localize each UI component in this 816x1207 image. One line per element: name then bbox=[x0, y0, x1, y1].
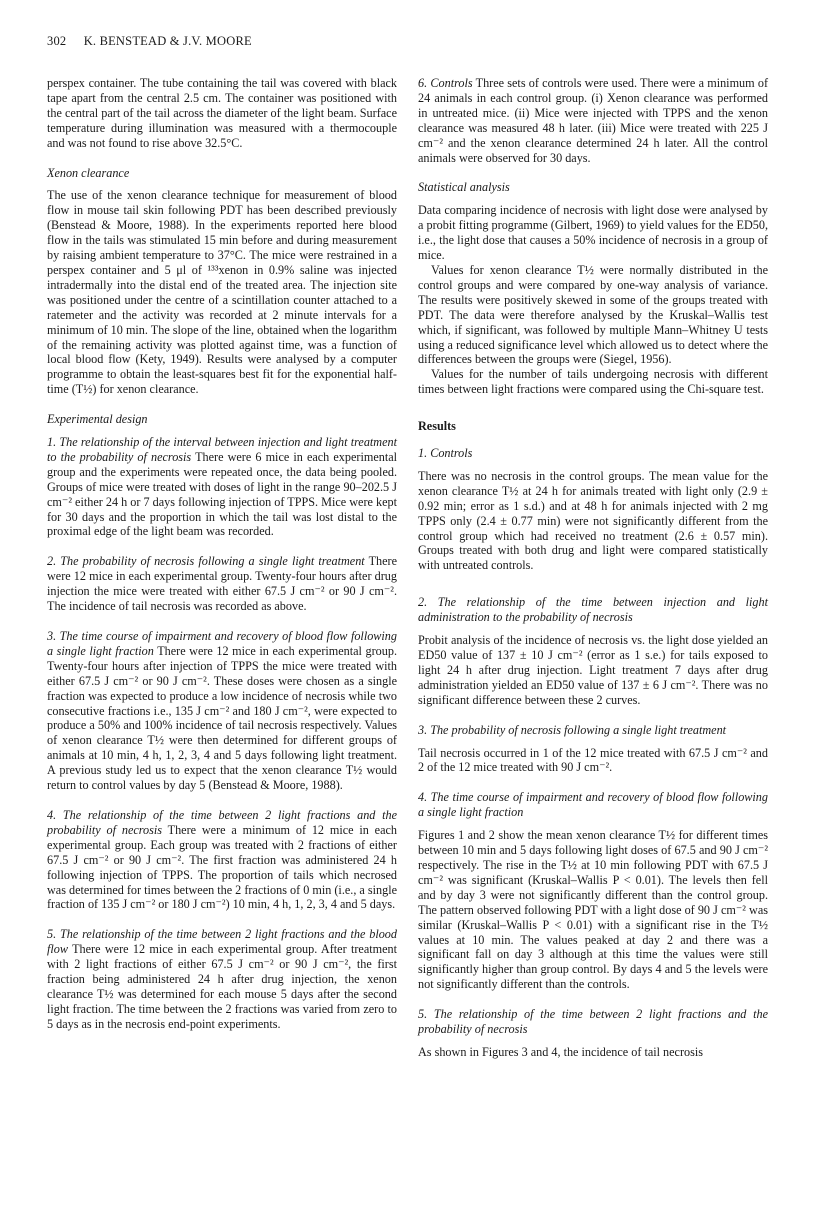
results-heading-4: 4. The time course of impairment and recovery of blood flow following a single light fraction bbox=[418, 790, 768, 820]
subsection-body: There were 12 mice in each experimental group. Twenty-four hours after drug injection the mice were treated with either 67.5 J cm⁻² or 90 J cm⁻². The incidence of tail necrosis was recorded as above. bbox=[47, 554, 398, 614]
paragraph: Figures 1 and 2 show the mean xenon clearance T½ for different times between 10 min and 5 days following light doses of 67.5 and 90 J cm⁻² respectively. The rise in the T½ at 10 min following PDT with 67.5 J cm⁻² was significant (Kruskal–Wallis P < 0.01). The levels then fell and by day 3 were not significantly different than the control group. The pattern observed following PDT with a light dose of 90 J cm⁻² was similar (Kruskal–Wallis P < 0.01) with a significant rise in the T½ values at 10 min. The values peaked at day 2 and there was a significant fall on day 3 although at this time the values were still significantly higher than group control. By days 4 and 5 the levels were not significantly different than the controls. bbox=[418, 828, 768, 992]
paragraph: Probit analysis of the incidence of necrosis vs. the light dose yielded an ED50 value of 137 ± 10 J cm⁻² (error as 1 s.e.) for tails exposed to light 24 h after drug injection. Light treatment 7 days after drug administration yielded an ED50 value of 137 ± 6 J cm⁻². There was no significant difference between these 2 curves. bbox=[418, 633, 768, 707]
results-heading-5: 5. The relationship of the time between 2 light fractions and the probability of necrosis bbox=[418, 1007, 768, 1037]
subsection-body: Three sets of controls were used. There were a minimum of 24 animals in each control group. (i) Xenon clearance was performed in untreated mice. (ii) Mice were injected with TPPS and the xenon clearance was measured 48 h later. (iii) Mice were treated with 225 J cm⁻² and the xenon clearance determined 24 h later. All the control animals were observed for 30 days. bbox=[418, 76, 769, 165]
paragraph: The use of the xenon clearance technique for measurement of blood flow in mouse tail skin following PDT has been described previously (Benstead & Moore, 1988). In the experiments reported here blood flow in the tails was stimulated 15 min before and during measurement by raising ambient temperature to 37°C. The mice were restrained in a perspex container and 5 μl of ¹³³xenon in 0.9% saline was injected intradermally into the distal end of the treated area. The injection site was positioned under the centre of a scintillation counter attached to a ratemeter and the activity was recorded at 2 minute intervals for a minimum of 10 min. The slope of the line, obtained when the logarithm of the remaining activity was plotted against time, was a function of local blood flow (Kety, 1949). Results were analysed by a computer programme to obtain the least-squares best fit for the exponential half-time (T½) for xenon clearance. bbox=[47, 188, 397, 397]
subsection-title: 3. The time course of impairment and recovery of blood flow following a single light fraction bbox=[47, 629, 397, 658]
paragraph: Values for xenon clearance T½ were normally distributed in the control groups and were compared by one-way analysis of variance. The results were positively skewed in some of the groups treated with PDT. The data were therefore analysed by the Kruskal–Wallis test which, if significant, was followed by multiple Mann–Whitney U tests using a reduced significance level which allowed us to detect where the differences between the groups were (Siegel, 1956). bbox=[418, 262, 768, 367]
subsection-3 bbox=[47, 629, 397, 793]
results-heading-2: 2. The relationship of the time between injection and light administration to the probability of necrosis bbox=[418, 595, 768, 625]
paragraph: There was no necrosis in the control groups. The mean value for the xenon clearance T½ at 24 h for animals treated with light only (2.9 ± 0.92 min; error as 1 s.d.) and at 48 h for animals injected with 2 mg TPPS only (2.4 ± 0.77 min) were not significantly different from the control group which had received no treatment (2.6 ± 0.57 min). Groups treated with both drug and light were compared statistically with untreated controls. bbox=[418, 468, 768, 573]
paragraph: Tail necrosis occurred in 1 of the 12 mice treated with 67.5 J cm⁻² and 2 of the 12 mice treated with 90 J cm⁻². bbox=[418, 745, 768, 775]
subsection-title: 5. The relationship of the time between 2 light fractions and the blood flow bbox=[47, 927, 397, 957]
subsection-4 bbox=[47, 808, 397, 912]
section-heading-results: Results bbox=[418, 419, 456, 434]
subsection-body: There were a minimum of 12 mice in each experimental group. Each group was treated with 2 fractions of either 67.5 J cm⁻² or 90 J cm⁻². The first fraction was administered 24 h following injection of TPPS. The proportion of tails which necrosed was determined for times between the 2 fractions of 0 min (i.e., a single fraction of 135 J cm⁻² or 180 J cm⁻²) 10 min, 4 h, 1, 2, 3, 4 and 5 days. bbox=[47, 822, 397, 912]
subsection-6 bbox=[418, 76, 768, 165]
subsection-1 bbox=[47, 435, 397, 539]
paragraph: As shown in Figures 3 and 4, the incidence of tail necrosis bbox=[418, 1044, 703, 1059]
paragraph: Data comparing incidence of necrosis with light dose were analysed by a probit fitting programme (Gilbert, 1969) to yield values for the ED50, i.e., the light dose that causes a 50% incidence of necrosis in a group of mice. bbox=[418, 203, 768, 263]
results-heading-3: 3. The probability of necrosis following a single light treatment bbox=[418, 722, 727, 737]
subsection-5 bbox=[47, 927, 397, 1031]
running-header bbox=[47, 34, 266, 49]
subsection-title: 2. The probability of necrosis following a single light treatment bbox=[47, 554, 365, 569]
left-column bbox=[47, 76, 397, 1032]
subsection-2 bbox=[47, 554, 397, 614]
running-authors: K. BENSTEAD & J.V. MOORE bbox=[83, 34, 252, 48]
subsection-body: There were 6 mice in each experimental group and the experiments were repeated once, the data being pooled. Groups of mice were treated with doses of light in the range 90–202.5 J cm⁻² either 24 h or 7 days following injection of TPPS. Mice were kept for 30 days and the proportion in which the tail was lost distal to the proximal edge of the light beam was recorded. bbox=[47, 449, 398, 539]
section-heading-statistical-analysis: Statistical analysis bbox=[418, 180, 510, 195]
subsection-title: 1. The relationship of the interval between injection and light treatment to the probability of necrosis bbox=[47, 435, 397, 464]
section-heading-experimental-design: Experimental design bbox=[47, 412, 148, 427]
paragraph: Values for the number of tails undergoing necrosis with different times between light fractions were compared using the Chi-square test. bbox=[418, 367, 768, 397]
right-column bbox=[418, 76, 768, 1060]
paragraph: perspex container. The tube containing the tail was covered with black tape apart from the central 2.5 cm. The container was positioned with the central part of the tail across the diameter of the light beam. Surface temperature during illumination was measured with a thermocouple and was not found to rise above 32.5°C. bbox=[47, 76, 397, 150]
results-heading-1: 1. Controls bbox=[418, 446, 473, 461]
page-number: 302 bbox=[47, 34, 67, 48]
subsection-body: There were 12 mice in each experimental group. Twenty-four hours after injection of TPPS the mice were treated with either 67.5 J cm⁻² or 90 J cm⁻². These doses were chosen as a single fraction was expected to produce a low incidence of necrosis while two consecutive fractions i.e., 135 J cm⁻² and 180 J cm⁻², were expected to produce a 50% and 100% incidence of tail necrosis respectively. Values of xenon clearance T½ were then determined for different groups of animals at 10 min, 4 h, 1, 2, 3, 4 and 5 days following light treatment. A previous study led us to expect that the xenon clearance T½ would return to control values by day 5 (Benstead & Moore, 1988). bbox=[47, 643, 397, 793]
subsection-title: 6. Controls bbox=[418, 76, 473, 90]
subsection-title: 4. The relationship of the time between 2 light fractions and the probability of necrosis bbox=[47, 807, 397, 837]
subsection-body: There were 12 mice in each experimental group. After treatment with 2 light fractions of either 67.5 J cm⁻² or 90 J cm⁻², the first fraction being administered 24 h after drug injection, the xenon clearance T½ was determined for each mouse 5 days after the second light fraction. The time between the 2 fractions was varied from zero to 5 days as in the necrosis end-point experiments. bbox=[47, 942, 397, 1031]
section-heading-xenon-clearance: Xenon clearance bbox=[47, 165, 130, 180]
